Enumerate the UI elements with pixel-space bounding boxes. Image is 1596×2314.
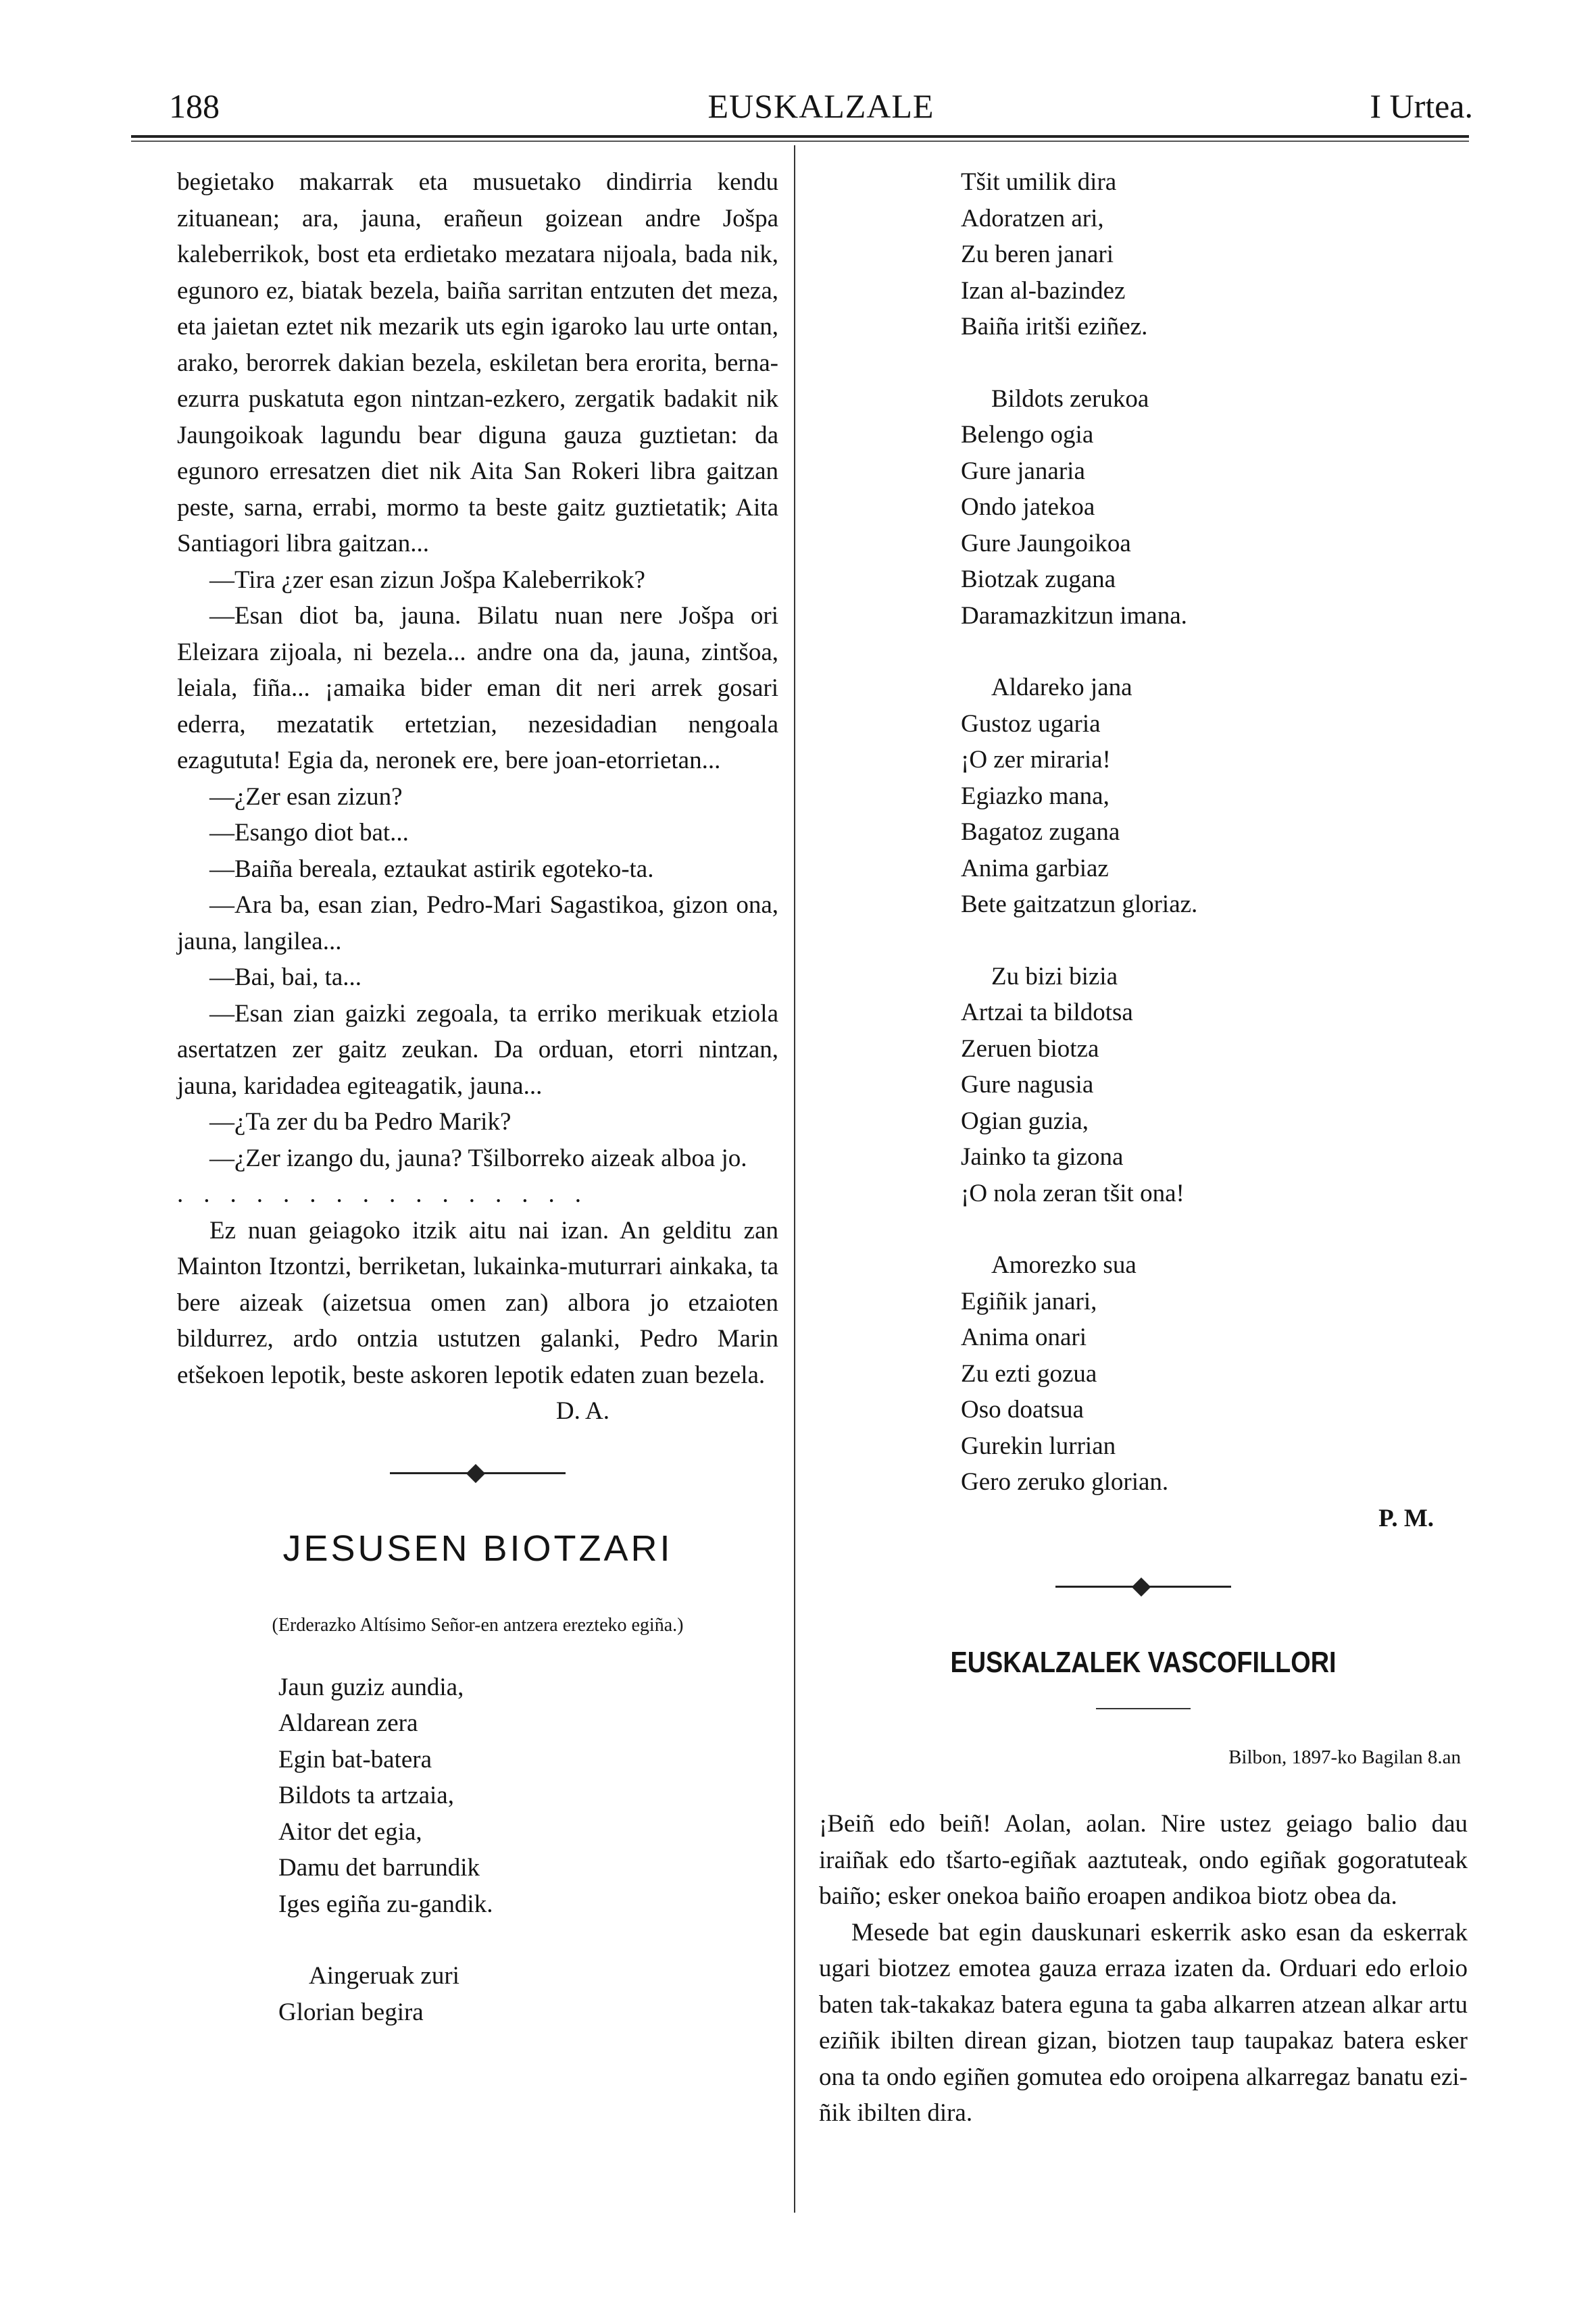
poem-line: Ondo jatekoa [961,493,1095,521]
dialogue-line: —¿Ta zer du ba Pedro Marik? [209,1108,512,1136]
poem-line: Bildots ta artzaia, [278,1782,454,1809]
article-paragraph: Mesede bat egin dauskunari eskerrik asko esan da eskerrak ugari biotzez emotea gauza erraza izaten da. Orduari edo erloio baten tak-takakaz batera eguna ta gaba alkarren atzean alkar artu eziñik ibilten direan gizan, biotzen taup taupakaz batera esker ona ta ondo egiñen gomutea edo oroipena alkarregaz banatu eziñik ibilten dira. [819,1918,1468,2127]
dialogue-line: —Bai, bai, ta... [209,963,362,991]
header-rule-thin [131,141,1469,142]
dialogue-line: —¿Zer esan zizun? [209,782,403,811]
poem-line: Zu ezti gozua [961,1359,1097,1388]
volume-year: I Urtea. [1370,87,1473,125]
poem-line: Zu bizi bizia [991,962,1118,990]
poem-line: Egin bat-batera [278,1745,432,1774]
dialogue-line: —¿Zer izango du, jauna? Tšilborreko aizeak alboa jo. [209,1144,747,1172]
poem-line: Zeruen biotza [961,1034,1099,1063]
dialogue-line: —Esan diot ba, jauna. Bilatu nuan nere Jošpa ori Eleizara zijoala, ni bezela... andre ona da, jauna, zintšoa, leiala, fiña... ¡amaika bider eman dit neri arrek gosari ederra, mezatatik ertetzian, nezesidadian nengoala ezagututa! Egia da, neronek ere, bere joan-etorrietan... [177,602,778,774]
poem-line: Oso doatsua [961,1396,1084,1424]
journal-title: EUSKALZALE [707,87,934,125]
page-number: 188 [169,87,220,125]
poem-line: Tšit umilik dira [961,168,1117,196]
story-paragraph: begietako makarrak eta musuetako dindirria kendu zituanean; ara, jauna, erañeun goizean andre Jošpa kaleberrikok, bost eta erdietako mezatara nijoala, bada nik, egunoro ez, biatak bezela, baiña sarritan entzuten det meza, eta jaietan eztet nik mezarik uts egin igaroko lau urte ontan, arako, berorrek dakian bezela, eskiletan bera erorita, berna-ezurra puskatuta egon nintzan-ezkero, zergatik badakit nik Jaungoikoak lagundu bear diguna gauza guztietan: da egunoro erresatzen diet nik Aita San Rokeri libra gaitzan peste, sarna, errabi, mormo ta beste gaitz guztietatik; Aita Santiagori libra gaitzan... [177,168,778,557]
poem-line: Anima garbiaz [961,854,1109,882]
poem-line: ¡O nola zeran tšit ona! [961,1179,1184,1207]
poem-line: Adoratzen ari, [961,204,1104,232]
poem-line: Bildots zerukoa [991,384,1149,413]
poem-line: Anima onari [961,1324,1087,1351]
poem-line: ¡O zer miraria! [961,746,1111,774]
dialogue-line: —Baiña bereala, eztaukat astirik egoteko-ta. [209,855,654,883]
poem-line: Artzai ta bildotsa [961,999,1133,1026]
poem-line: Baiña iritši eziñez. [961,313,1148,341]
author-signature: D. A. [555,1397,609,1425]
dialogue-line: —Esan zian gaizki zegoala, ta erriko merikuak etziola asertatzen zer gaitz zeukan. Da orduan, etorri nintzan, jauna, karidadea egiteagatik, jauna... [177,999,778,1100]
poem-stanza [278,1958,778,2030]
poem-signature: P. M. [1378,1504,1434,1532]
poem-line: Aitor det egia, [278,1817,422,1846]
poem-line: Gure Jaungoikoa [961,529,1131,557]
poem-line: Izan al-bazindez [961,276,1126,305]
poem-stanza [961,670,1468,923]
poem-line: Gure janaria [961,457,1085,485]
poem-subtitle: (Erderazko Altísimo Señor-en antzera erezteko egiña.) [272,1615,684,1636]
poem-line: Gure nagusia [961,1071,1094,1099]
poem-title: JESUSEN BIOTZARI [282,1528,673,1569]
ornament-divider [1055,1577,1231,1597]
poem-line: Amorezko sua [991,1251,1137,1279]
poem-line: Jainko ta gizona [961,1143,1124,1171]
poem-line: Belengo ogia [961,421,1094,449]
ellipsis-row: ................ [177,1180,601,1208]
article-paragraph: ¡Beiñ edo beiñ! Aolan, aolan. Nire ustez geiago balio dau iraiñak edo tšarto-egiñak aaztuteak, ondo egiñak gogoratuteak baiño; esker onekoa baiño eroapen andikoa biotz obea da. [819,1810,1468,1910]
poem-line: Gurekin lurrian [961,1432,1116,1460]
column-divider [794,145,795,2213]
left-column [177,164,778,2066]
right-column [819,164,1468,2132]
poem-line: Gero zeruko glorian. [961,1468,1169,1496]
poem-line: Bete gaitzatzun gloriaz. [961,890,1198,918]
poem-stanza [961,1247,1468,1501]
page-header [169,86,1473,127]
poem-line: Aingeruak zuri [309,1962,459,1990]
poem-line: Iges egiña zu-gandik. [278,1890,493,1918]
poem-line: Aldareko jana [991,674,1132,701]
poem-stanza [961,959,1468,1212]
poem-line: Damu det barrundik [278,1854,480,1882]
poem-stanza [961,381,1468,634]
header-rule [131,135,1469,138]
ornament-divider [390,1463,566,1484]
poem-line: Glorian begira [278,1998,424,2026]
dialogue-line: —Tira ¿zer esan zizun Jošpa Kaleberrikok? [209,565,645,594]
poem-line: Biotzak zugana [961,565,1116,593]
poem-line: Egiñik janari, [961,1287,1097,1315]
article-title: EUSKALZALEK VASCOFILLORI [950,1646,1337,1679]
poem-line: Jaun guziz aundia, [278,1673,464,1701]
poem-line: Daramazkitzun imana. [961,601,1187,630]
poem-line: Aldarean zera [278,1709,418,1737]
poem-line: Gustoz ugaria [961,709,1101,738]
poem-stanza [278,1669,778,1923]
poem-line: Ogian guzia, [961,1107,1089,1135]
poem-stanza [961,164,1468,345]
poem-line: Bagatoz zugana [961,818,1120,846]
dialogue-line: —Ara ba, esan zian, Pedro-Mari Sagastikoa, gizon ona, jauna, langilea... [177,891,778,955]
poem-line: Zu beren janari [961,241,1114,268]
story-closing-paragraph: Ez nuan geiagoko itzik aitu nai izan. An gelditu zan Mainton Itzontzi, berriketan, lukainka-muturrari ainkaka, ta bere aizeak (aizetsua omen zan) albora jo etzaioten bildurrez, ardo ontzia ustutzen galanki, Pedro Marin etšekoen lepotik, beste askoren lepotik edaten zuan bezela. [177,1216,778,1389]
poem-line: Egiazko mana, [961,782,1109,810]
dialogue-line: —Esango diot bat... [209,819,409,847]
dateline: Bilbon, 1897-ko Bagilan 8.an [1228,1746,1461,1768]
